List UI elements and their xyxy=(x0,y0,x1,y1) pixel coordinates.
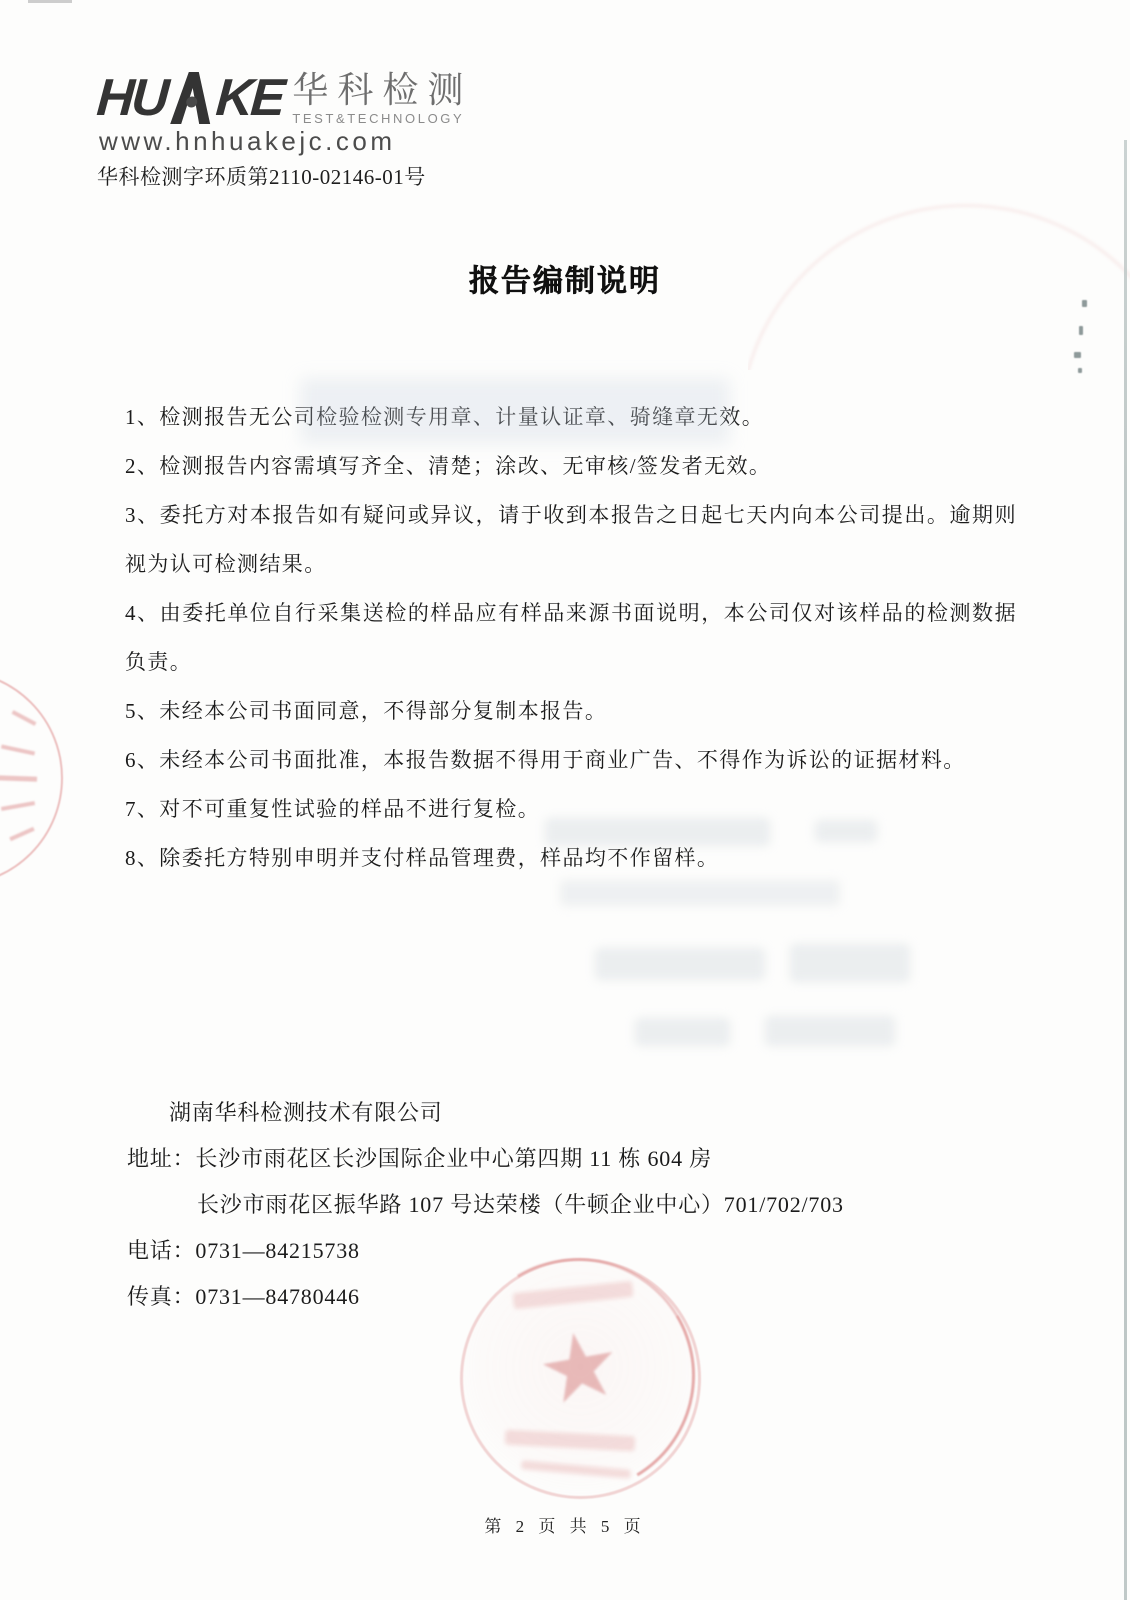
ghost-mark xyxy=(545,818,770,846)
document-number: 华科检测字环质第2110-02146-01号 xyxy=(97,165,426,189)
address-value-1: 长沙市雨花区长沙国际企业中心第四期 11 栋 604 房 xyxy=(195,1146,712,1171)
note-item-3: 3、委托方对本报告如有疑问或异议，请于收到本报告之日起七天内向本公司提出。逾期则视为认可检测结果。 xyxy=(125,503,1017,576)
ghost-mark xyxy=(815,820,877,842)
logo-huake-wordmark xyxy=(95,70,284,126)
phone-value: 0731—84215738 xyxy=(195,1238,360,1263)
logo-letters-ke: KE xyxy=(214,69,285,127)
stamp-mark xyxy=(1,745,35,756)
company-seal-stamp xyxy=(460,1258,701,1499)
left-edge-stamp xyxy=(0,670,63,886)
ghost-mark xyxy=(560,880,840,906)
scan-speck xyxy=(1078,368,1082,373)
logo-website: www.hnhuakejc.com xyxy=(99,126,396,156)
note-item-8: 8、除委托方特别申明并支付样品管理费，样品均不作留样。 xyxy=(125,846,720,870)
logo-letter-a-icon xyxy=(168,72,216,124)
company-address-line2: 长沙市雨花区振华路 107 号达荣楼（牛顿企业中心）701/702/703 xyxy=(197,1192,844,1217)
stamp-mark xyxy=(0,775,37,781)
page-number: 第 2 页 共 5 页 xyxy=(484,1517,646,1536)
ghost-mark xyxy=(765,1016,895,1046)
stamp-mark xyxy=(12,710,37,726)
note-item-2: 2、检测报告内容需填写齐全、清楚；涂改、无审核/签发者无效。 xyxy=(125,454,772,478)
star-icon: ★ xyxy=(528,1307,629,1427)
phone-label: 电话： xyxy=(127,1238,196,1263)
company-name: 湖南华科检测技术有限公司 xyxy=(169,1100,443,1125)
address-label: 地址： xyxy=(127,1146,196,1171)
stamp-mark xyxy=(9,827,34,841)
notes-list xyxy=(125,393,1017,883)
logo-letters-hu: HU xyxy=(94,69,169,127)
fax-value: 0731—84780446 xyxy=(195,1284,360,1309)
logo-brand-row xyxy=(94,69,473,127)
scan-edge-line xyxy=(1124,140,1127,1600)
scan-speck xyxy=(1079,326,1083,335)
note-item-1: 1、检测报告无公司检验检测专用章、计量认证章、骑缝章无效。 xyxy=(125,405,765,429)
logo-tagline: TEST&TECHNOLOGY xyxy=(292,111,465,126)
ghost-mark xyxy=(300,378,730,444)
scan-top-dash xyxy=(28,0,72,3)
stamp-mark xyxy=(1,801,35,811)
company-logo xyxy=(94,69,473,127)
note-item-4: 4、由委托单位自行采集送检的样品应有样品来源书面说明，本公司仅对该样品的检测数据负责。 xyxy=(125,601,1017,674)
fax-label: 传真： xyxy=(127,1284,196,1309)
ghost-mark xyxy=(790,944,910,982)
page-title: 报告编制说明 xyxy=(469,265,661,298)
scan-speck xyxy=(1074,352,1081,358)
scan-speck xyxy=(1082,300,1087,307)
note-item-6: 6、未经本公司书面批准，本报告数据不得用于商业广告、不得作为诉讼的证据材料。 xyxy=(125,748,966,772)
company-address-line1 xyxy=(127,1136,1027,1182)
note-item-7: 7、对不可重复性试验的样品不进行复检。 xyxy=(125,797,541,821)
logo-right-column xyxy=(292,70,472,126)
ghost-mark xyxy=(635,1018,730,1046)
note-item-5: 5、未经本公司书面同意，不得部分复制本报告。 xyxy=(125,699,608,723)
ghost-mark xyxy=(595,948,765,980)
logo-chinese-name: 华科检测 xyxy=(292,70,473,110)
